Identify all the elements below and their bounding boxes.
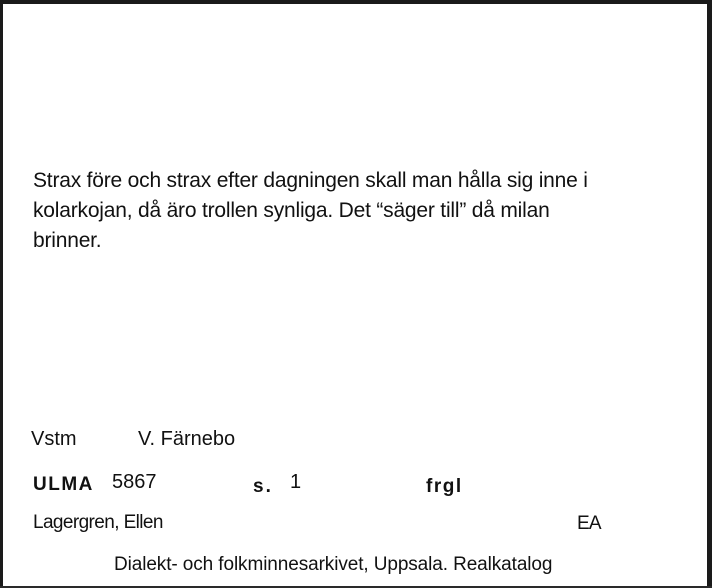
page-number: 1 bbox=[290, 471, 302, 493]
card-edge-top bbox=[0, 0, 712, 4]
record-text bbox=[33, 166, 673, 256]
recorder-initials: EA bbox=[577, 513, 601, 534]
parish-label: V. Färnebo bbox=[138, 428, 236, 450]
category-code: frgl bbox=[426, 476, 463, 497]
archive-code: ULMA bbox=[33, 474, 94, 495]
record-text-line: brinner. bbox=[33, 229, 102, 252]
province-label: Vstm bbox=[31, 428, 77, 450]
informant-name: Lagergren, Ellen bbox=[33, 512, 163, 533]
archive-number: 5867 bbox=[112, 471, 157, 493]
archive-footer: Dialekt- och folkminnesarkivet, Uppsala. Realkatalog bbox=[114, 554, 553, 575]
card-edge-left bbox=[0, 0, 3, 588]
record-text-line: kolarkojan, då äro trollen synliga. Det “säger till” då milan bbox=[33, 199, 550, 222]
card-edge-right bbox=[707, 0, 712, 588]
record-text-line: Strax före och strax efter dagningen skall man hålla sig inne i bbox=[33, 169, 588, 192]
page-label: s. bbox=[253, 476, 273, 497]
